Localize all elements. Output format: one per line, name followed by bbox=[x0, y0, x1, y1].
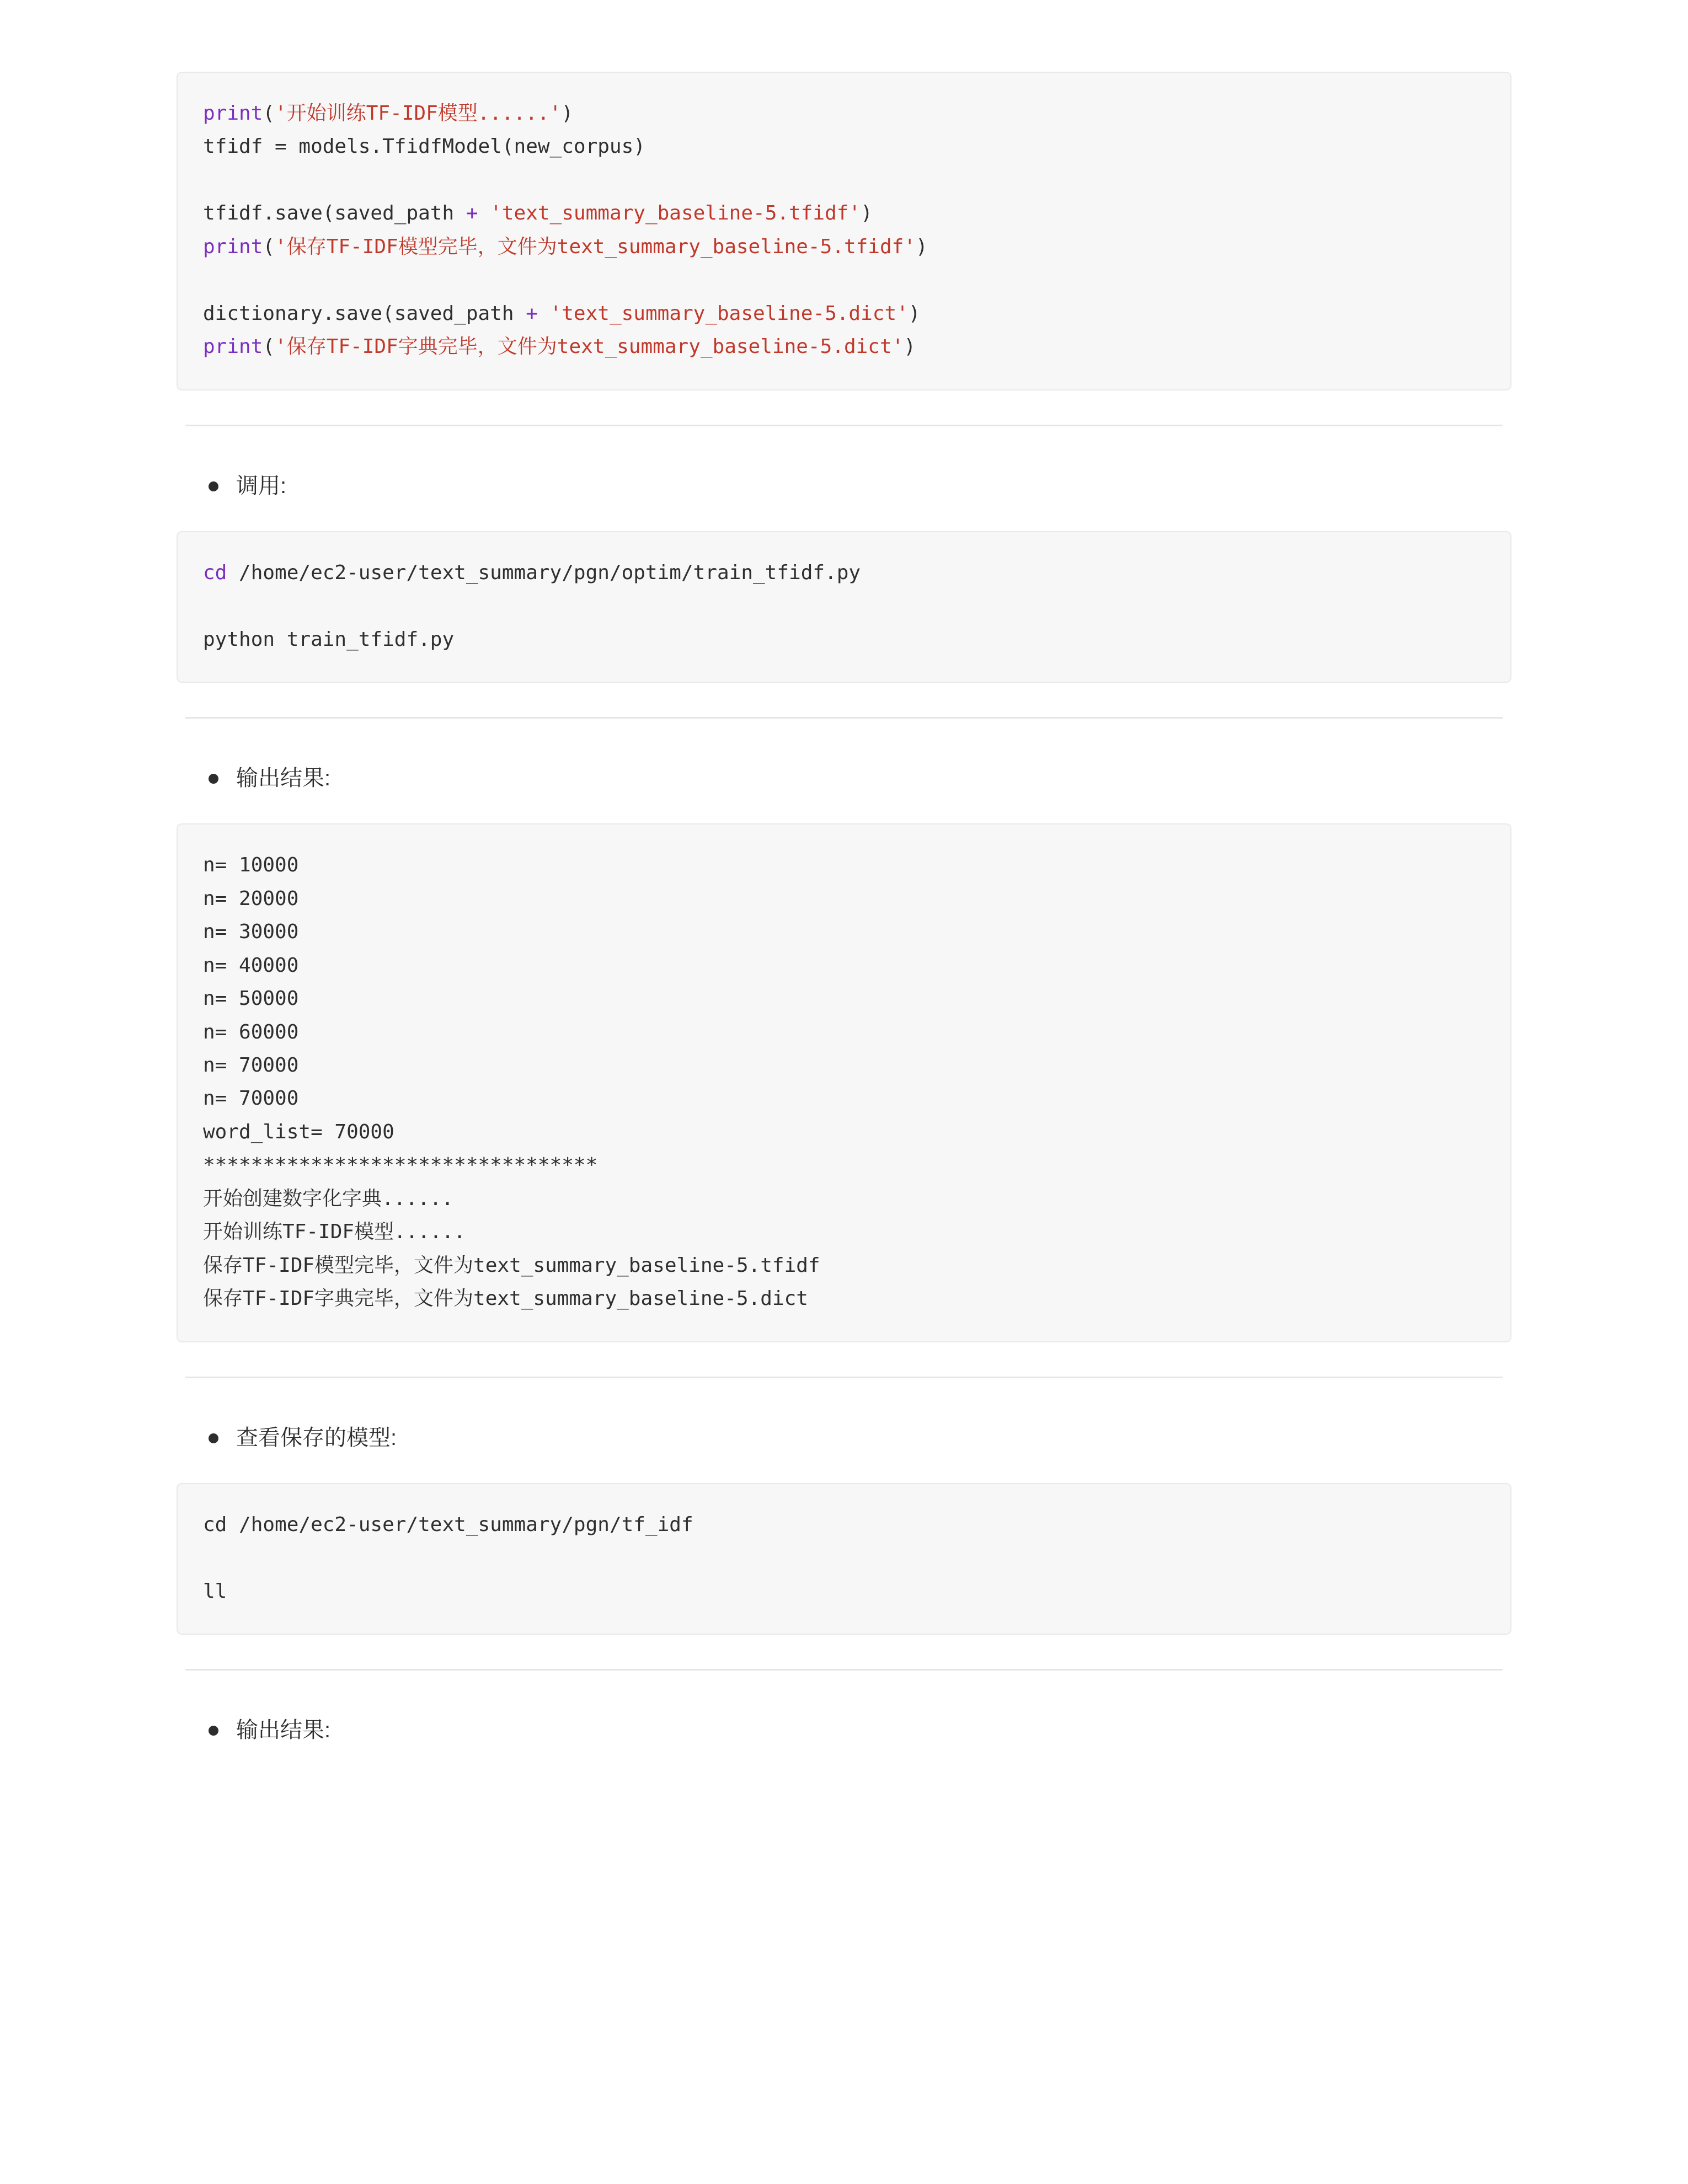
document-body bbox=[177, 72, 1511, 1775]
code-token: ll bbox=[203, 1580, 227, 1603]
code-token: ) bbox=[908, 302, 921, 325]
code-token: 'text_summary_baseline-5.dict' bbox=[549, 302, 909, 325]
code-token: 开始训练TF-IDF模型...... bbox=[203, 1221, 466, 1244]
code-block[interactable] bbox=[177, 1483, 1511, 1635]
code-line bbox=[203, 849, 1485, 882]
code-token: ( bbox=[263, 102, 275, 125]
code-token: ********************************* bbox=[203, 1154, 598, 1177]
code-line bbox=[203, 949, 1485, 982]
code-token: tfidf.save(saved_path bbox=[203, 202, 466, 225]
code-line bbox=[203, 197, 1485, 230]
bullet-label: 查看保存的模型: bbox=[236, 1425, 397, 1450]
code-token: ( bbox=[263, 335, 275, 358]
code-block[interactable] bbox=[177, 823, 1511, 1342]
code-token: 'text_summary_baseline-5.tfidf' bbox=[490, 202, 861, 225]
code-token: ) bbox=[861, 202, 873, 225]
code-line bbox=[203, 1575, 1485, 1608]
section-divider bbox=[185, 1377, 1503, 1378]
section-divider bbox=[185, 717, 1503, 719]
code-token: n= 20000 bbox=[203, 887, 299, 910]
section-divider bbox=[185, 425, 1503, 426]
code-token bbox=[538, 302, 550, 325]
code-token: n= 70000 bbox=[203, 1087, 299, 1110]
section-divider bbox=[185, 1669, 1503, 1671]
code-token: 保存TF-IDF模型完毕，文件为text_summary_baseline-5.tfidf bbox=[203, 1254, 820, 1277]
code-token: n= 70000 bbox=[203, 1053, 299, 1077]
code-line bbox=[203, 1508, 1485, 1541]
code-line bbox=[203, 231, 1485, 264]
spacer bbox=[177, 1464, 1511, 1483]
code-token: n= 30000 bbox=[203, 920, 299, 944]
code-token: '开始训练TF-IDF模型......' bbox=[275, 102, 562, 125]
code-token bbox=[478, 202, 490, 224]
code-token: python train_tfidf.py bbox=[203, 628, 455, 651]
bullet-label: 调用: bbox=[236, 473, 287, 498]
code-line bbox=[203, 882, 1485, 916]
code-token: ) bbox=[904, 335, 916, 358]
bullet-item bbox=[209, 753, 1511, 805]
code-line bbox=[203, 297, 1485, 330]
code-token: dictionary.save(saved_path bbox=[203, 302, 526, 325]
code-line bbox=[203, 1149, 1485, 1182]
code-line bbox=[203, 982, 1485, 1015]
code-token: ( bbox=[263, 235, 275, 258]
bullet-label: 输出结果: bbox=[236, 766, 331, 791]
spacer bbox=[177, 1757, 1511, 1775]
code-line bbox=[203, 264, 1485, 297]
code-line bbox=[203, 1216, 1485, 1249]
code-line bbox=[203, 164, 1485, 197]
code-line bbox=[203, 623, 1485, 656]
code-line bbox=[203, 1082, 1485, 1115]
code-token: 保存TF-IDF字典完毕，文件为text_summary_baseline-5.dict bbox=[203, 1287, 808, 1310]
code-token: print bbox=[203, 235, 263, 258]
code-token: ) bbox=[916, 235, 928, 258]
code-line bbox=[203, 1541, 1485, 1575]
code-token: word_list= 70000 bbox=[203, 1120, 394, 1143]
code-token: ) bbox=[561, 102, 574, 125]
code-token: + bbox=[466, 202, 478, 225]
code-token: n= 50000 bbox=[203, 987, 299, 1010]
spacer bbox=[177, 512, 1511, 531]
code-token: '保存TF-IDF模型完毕，文件为text_summary_baseline-5.tfidf' bbox=[275, 235, 916, 258]
code-token: + bbox=[526, 302, 538, 325]
code-token: print bbox=[203, 102, 263, 125]
code-line bbox=[203, 556, 1485, 590]
document-content bbox=[177, 0, 1511, 1775]
code-line bbox=[203, 590, 1485, 623]
code-line bbox=[203, 1016, 1485, 1049]
code-line bbox=[203, 916, 1485, 949]
bullet-dot-icon bbox=[209, 1433, 218, 1443]
code-token: n= 40000 bbox=[203, 954, 299, 977]
code-line bbox=[203, 1182, 1485, 1216]
code-token: cd bbox=[203, 561, 227, 584]
bullet-dot-icon bbox=[209, 1726, 218, 1736]
bullet-item bbox=[209, 1705, 1511, 1757]
bullet-item bbox=[209, 1412, 1511, 1464]
code-line bbox=[203, 130, 1485, 163]
bullet-dot-icon bbox=[209, 774, 218, 784]
code-line bbox=[203, 1282, 1485, 1315]
bullet-dot-icon bbox=[209, 481, 218, 491]
code-line bbox=[203, 97, 1485, 130]
code-token: '保存TF-IDF字典完毕，文件为text_summary_baseline-5.dict' bbox=[275, 335, 904, 358]
spacer bbox=[177, 805, 1511, 823]
bullet-item bbox=[209, 461, 1511, 512]
code-token: /home/ec2-user/text_summary/pgn/optim/train_tfidf.py bbox=[227, 561, 861, 584]
code-line bbox=[203, 330, 1485, 363]
code-line bbox=[203, 1049, 1485, 1082]
code-line bbox=[203, 1116, 1485, 1149]
code-token: tfidf = models.TfidfModel(new_corpus) bbox=[203, 135, 645, 158]
code-line bbox=[203, 1249, 1485, 1282]
code-token: 开始创建数字化字典...... bbox=[203, 1187, 454, 1210]
bullet-label: 输出结果: bbox=[236, 1718, 331, 1743]
code-block[interactable] bbox=[177, 531, 1511, 683]
code-token: n= 10000 bbox=[203, 854, 299, 877]
code-block[interactable] bbox=[177, 72, 1511, 390]
code-token: print bbox=[203, 335, 263, 358]
code-token: n= 60000 bbox=[203, 1020, 299, 1043]
code-token: cd /home/ec2-user/text_summary/pgn/tf_idf bbox=[203, 1513, 693, 1536]
